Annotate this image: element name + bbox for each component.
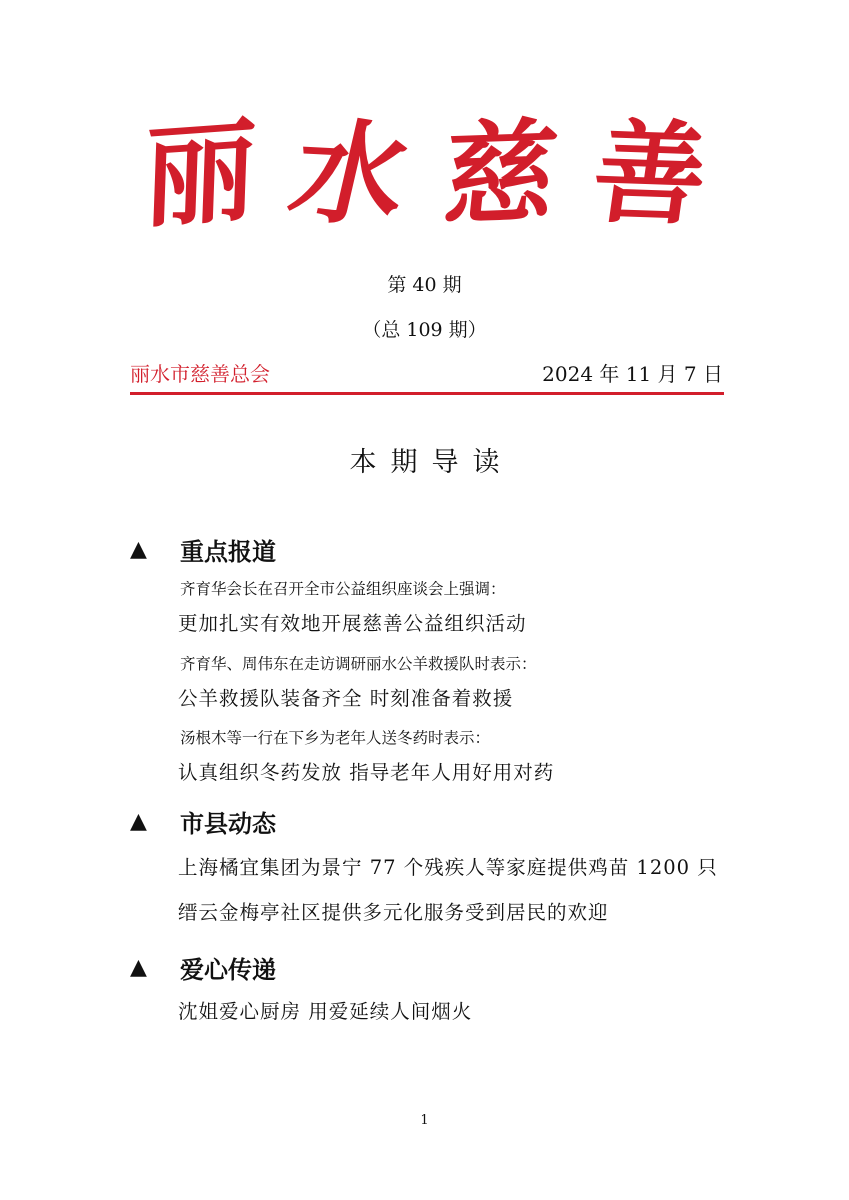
section-title: 爱心传递 (180, 956, 276, 984)
guide-title: 本期导读 (349, 447, 514, 478)
section-heading-city-news (130, 804, 276, 839)
triangle-icon: ▲ (130, 809, 147, 834)
article-kicker: 汤根木等一行在下乡为老年人送冬药时表示： (180, 729, 491, 747)
article-headline[interactable]: 公羊救援队装备齐全 时刻准备着救援 (178, 687, 514, 710)
masthead-char: 慈 (436, 106, 563, 243)
article-headline[interactable]: 缙云金梅亭社区提供多元化服务受到居民的欢迎 (178, 901, 609, 924)
page-number: 1 (420, 1113, 429, 1128)
publication-date: 2024 年 11 月 7 日 (542, 361, 723, 386)
issue-number: 第 40 期 (387, 274, 462, 296)
section-title: 市县动态 (180, 810, 276, 838)
issue-total: （总 109 期） (362, 319, 487, 341)
org-line (130, 357, 723, 387)
article-headline[interactable]: 上海橘宜集团为景宁 77 个残疾人等家庭提供鸡苗 1200 只 (178, 856, 718, 879)
header-divider (130, 392, 724, 395)
section-heading-love-delivery (130, 950, 276, 985)
article-kicker: 齐育华会长在召开全市公益组织座谈会上强调： (180, 580, 506, 598)
article-headline[interactable]: 认真组织冬药发放 指导老年人用好用对药 (178, 761, 555, 784)
triangle-icon: ▲ (130, 537, 147, 562)
section-heading-key-reports (130, 532, 276, 567)
triangle-icon: ▲ (130, 955, 147, 980)
masthead-char: 水 (278, 106, 421, 243)
article-headline[interactable]: 更加扎实有效地开展慈善公益组织活动 (178, 612, 527, 635)
masthead-char: 善 (584, 107, 715, 242)
masthead-logo (0, 95, 849, 255)
article-kicker: 齐育华、周伟东在走访调研丽水公羊救援队时表示： (180, 655, 537, 673)
section-title: 重点报道 (180, 538, 276, 566)
masthead-char: 丽 (141, 104, 258, 245)
article-headline[interactable]: 沈姐爱心厨房 用爱延续人间烟火 (178, 1000, 473, 1023)
org-name: 丽水市慈善总会 (130, 361, 270, 386)
